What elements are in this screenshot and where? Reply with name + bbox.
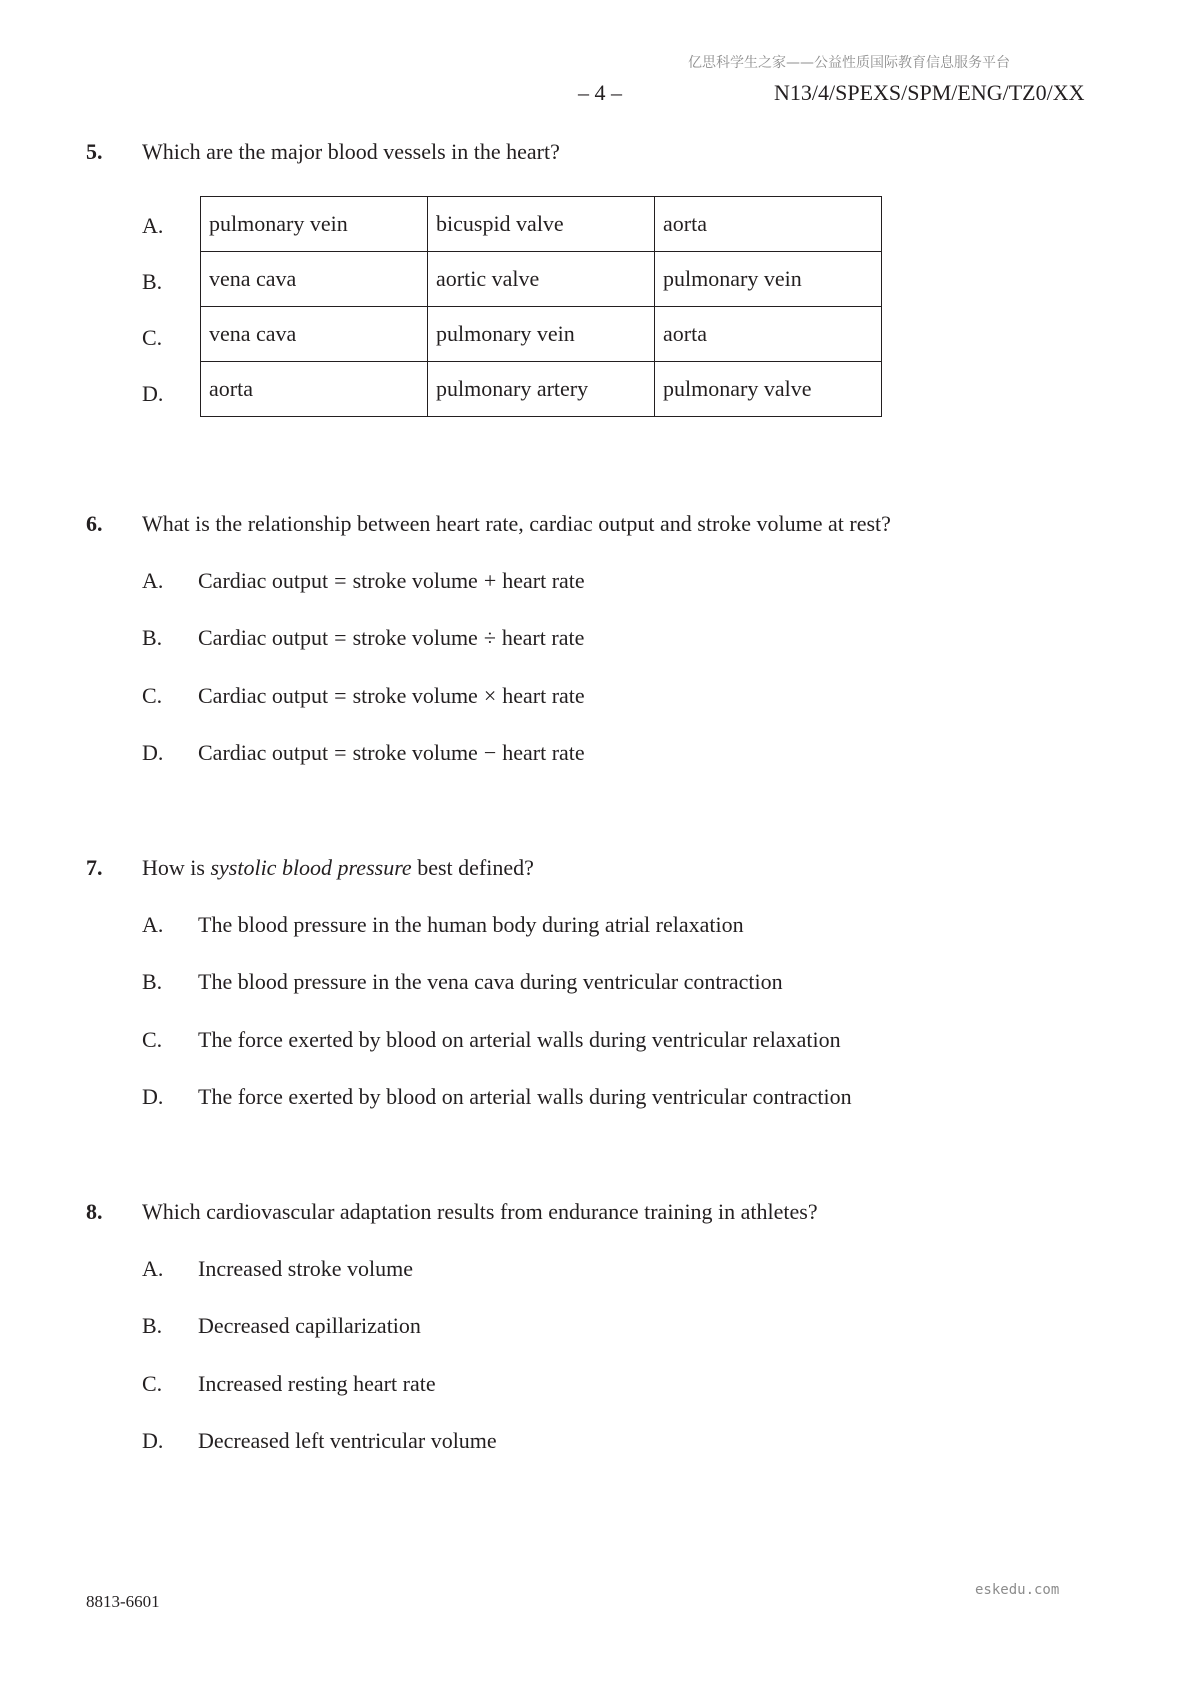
q6-option-d-label: D. xyxy=(142,740,164,765)
q6-c-operator: × xyxy=(483,683,497,708)
table-cell: aorta xyxy=(201,362,428,417)
header-watermark: 亿思科学生之家——公益性质国际教育信息服务平台 xyxy=(688,55,1010,71)
q7-option-c-label: C. xyxy=(142,1027,163,1052)
q7-option-a-label: A. xyxy=(142,912,164,937)
footer-watermark: eskedu.com xyxy=(975,1582,1060,1598)
table-row xyxy=(201,197,882,252)
q6-c-lhs: Cardiac output xyxy=(198,683,329,708)
q5-option-d-label: D. xyxy=(142,381,164,406)
q6-d-term1: stroke volume xyxy=(352,740,478,765)
q8-option-b-text: Decreased capillarization xyxy=(198,1313,421,1338)
q5-option-a-label: A. xyxy=(142,213,164,238)
q6-a-equals: = xyxy=(334,568,347,593)
q6-option-b-label: B. xyxy=(142,625,163,650)
table-row xyxy=(201,252,882,307)
q6-option-a-text xyxy=(198,568,585,594)
table-cell: pulmonary artery xyxy=(428,362,655,417)
page-number: – 4 – xyxy=(578,80,622,105)
q6-b-operator: ÷ xyxy=(483,625,496,650)
q6-a-lhs: Cardiac output xyxy=(198,568,329,593)
question-6-number: 6. xyxy=(86,511,103,536)
q7-option-b-label: B. xyxy=(142,969,163,994)
q6-c-equals: = xyxy=(334,683,347,708)
q5-answer-table xyxy=(200,196,882,417)
q7-text-before: How is xyxy=(142,855,211,880)
q6-option-c-text xyxy=(198,683,585,709)
q6-option-c-label: C. xyxy=(142,683,163,708)
question-6-text: What is the relationship between heart rate, cardiac output and stroke volume at rest? xyxy=(142,511,891,536)
table-cell: pulmonary vein xyxy=(201,197,428,252)
table-cell: vena cava xyxy=(201,307,428,362)
table-cell: pulmonary valve xyxy=(655,362,882,417)
question-7-text xyxy=(142,855,534,881)
q6-option-a-label: A. xyxy=(142,568,164,593)
q6-b-term2: heart rate xyxy=(501,625,585,650)
q6-a-term1: stroke volume xyxy=(352,568,478,593)
paper-code: N13/4/SPEXS/SPM/ENG/TZ0/XX xyxy=(774,80,1085,105)
q6-c-term2: heart rate xyxy=(502,683,585,708)
q5-option-b-label: B. xyxy=(142,269,163,294)
q6-d-term2: heart rate xyxy=(502,740,585,765)
table-cell: aorta xyxy=(655,197,882,252)
table-cell: bicuspid valve xyxy=(428,197,655,252)
q8-option-c-label: C. xyxy=(142,1371,163,1396)
q6-a-operator: + xyxy=(483,568,497,593)
footer-code: 8813-6601 xyxy=(86,1592,160,1611)
table-row xyxy=(201,307,882,362)
q6-b-lhs: Cardiac output xyxy=(198,625,329,650)
q6-option-b-text xyxy=(198,625,584,651)
q6-c-term1: stroke volume xyxy=(352,683,478,708)
table-cell: pulmonary vein xyxy=(655,252,882,307)
q7-text-italic: systolic blood pressure xyxy=(210,855,412,880)
table-cell: pulmonary vein xyxy=(428,307,655,362)
q8-option-a-label: A. xyxy=(142,1256,164,1281)
q6-option-d-text xyxy=(198,740,585,766)
q7-option-c-text: The force exerted by blood on arterial walls during ventricular relaxation xyxy=(198,1027,841,1052)
table-cell: aortic valve xyxy=(428,252,655,307)
q8-option-b-label: B. xyxy=(142,1313,163,1338)
q6-b-equals: = xyxy=(334,625,347,650)
q6-d-operator: − xyxy=(483,740,497,765)
q8-option-d-text: Decreased left ventricular volume xyxy=(198,1428,497,1453)
question-8-number: 8. xyxy=(86,1199,103,1224)
q7-option-d-text: The force exerted by blood on arterial walls during ventricular contraction xyxy=(198,1084,852,1109)
q8-option-c-text: Increased resting heart rate xyxy=(198,1371,436,1396)
q7-option-a-text: The blood pressure in the human body during atrial relaxation xyxy=(198,912,744,937)
q6-a-term2: heart rate xyxy=(502,568,585,593)
table-cell: vena cava xyxy=(201,252,428,307)
q7-text-after: best defined? xyxy=(411,855,534,880)
q7-option-b-text: The blood pressure in the vena cava during ventricular contraction xyxy=(198,969,783,994)
q8-option-a-text: Increased stroke volume xyxy=(198,1256,414,1281)
q6-b-term1: stroke volume xyxy=(352,625,478,650)
q6-d-lhs: Cardiac output xyxy=(198,740,329,765)
question-7-number: 7. xyxy=(86,855,103,880)
question-5-number: 5. xyxy=(86,139,103,164)
question-8-text: Which cardiovascular adaptation results from endurance training in athletes? xyxy=(142,1199,818,1224)
table-row xyxy=(201,362,882,417)
table-cell: aorta xyxy=(655,307,882,362)
q8-option-d-label: D. xyxy=(142,1428,164,1453)
question-5-text: Which are the major blood vessels in the heart? xyxy=(142,139,560,164)
q7-option-d-label: D. xyxy=(142,1084,164,1109)
q6-d-equals: = xyxy=(334,740,347,765)
q5-option-c-label: C. xyxy=(142,325,163,350)
